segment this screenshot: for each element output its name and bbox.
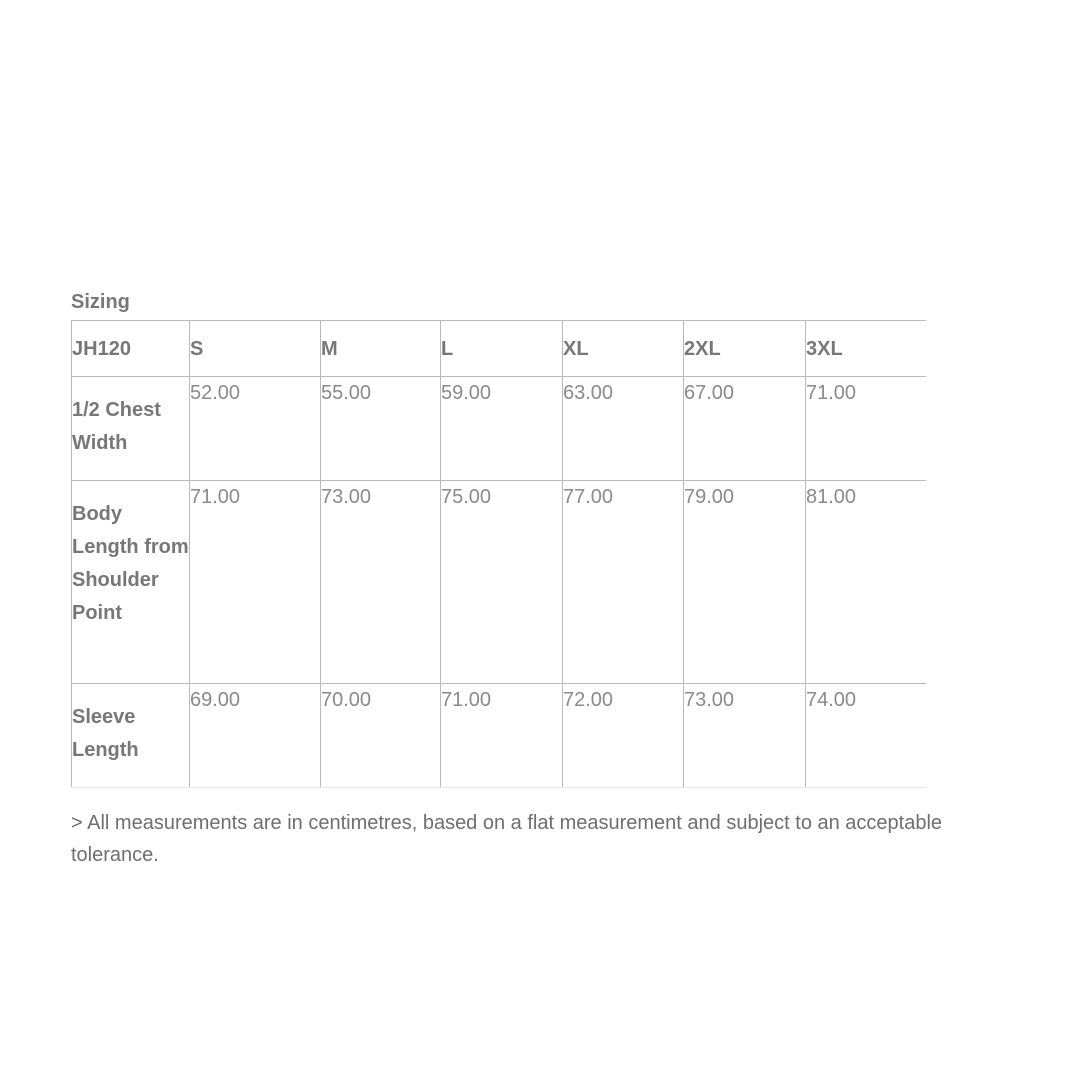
table-cell: 59.00 <box>441 377 563 481</box>
table-row <box>72 481 926 684</box>
table-cell: 73.00 <box>321 481 441 684</box>
size-header-xl: XL <box>563 321 684 377</box>
table-cell: 77.00 <box>563 481 684 684</box>
product-code-header: JH120 <box>72 321 190 377</box>
table-cell: 52.00 <box>190 377 321 481</box>
row-label-sleeve-length: Sleeve Length <box>72 684 190 788</box>
size-table <box>71 320 926 788</box>
table-cell: 63.00 <box>563 377 684 481</box>
table-cell: 81.00 <box>806 481 926 684</box>
size-header-l: L <box>441 321 563 377</box>
table-row <box>72 377 926 481</box>
measurement-footnote: > All measurements are in centimetres, based on a flat measurement and subject to an acceptable tolerance. <box>71 812 943 866</box>
table-cell: 69.00 <box>190 684 321 788</box>
size-header-s: S <box>190 321 321 377</box>
table-cell: 74.00 <box>806 684 926 788</box>
table-cell: 71.00 <box>806 377 926 481</box>
table-cell: 75.00 <box>441 481 563 684</box>
size-header-m: M <box>321 321 441 377</box>
size-header-3xl: 3XL <box>806 321 926 377</box>
table-cell: 79.00 <box>684 481 806 684</box>
table-cell: 73.00 <box>684 684 806 788</box>
table-cell: 71.00 <box>441 684 563 788</box>
table-cell: 55.00 <box>321 377 441 481</box>
row-label-chest-width: 1/2 Chest Width <box>72 377 190 481</box>
table-cell: 67.00 <box>684 377 806 481</box>
size-header-2xl: 2XL <box>684 321 806 377</box>
table-header-row <box>72 321 926 377</box>
table-cell: 70.00 <box>321 684 441 788</box>
section-title: Sizing <box>71 291 130 313</box>
sizing-section <box>71 290 1031 871</box>
table-cell: 71.00 <box>190 481 321 684</box>
table-row <box>72 684 926 788</box>
row-label-body-length: Body Length from Shoulder Point <box>72 481 190 684</box>
table-cell: 72.00 <box>563 684 684 788</box>
